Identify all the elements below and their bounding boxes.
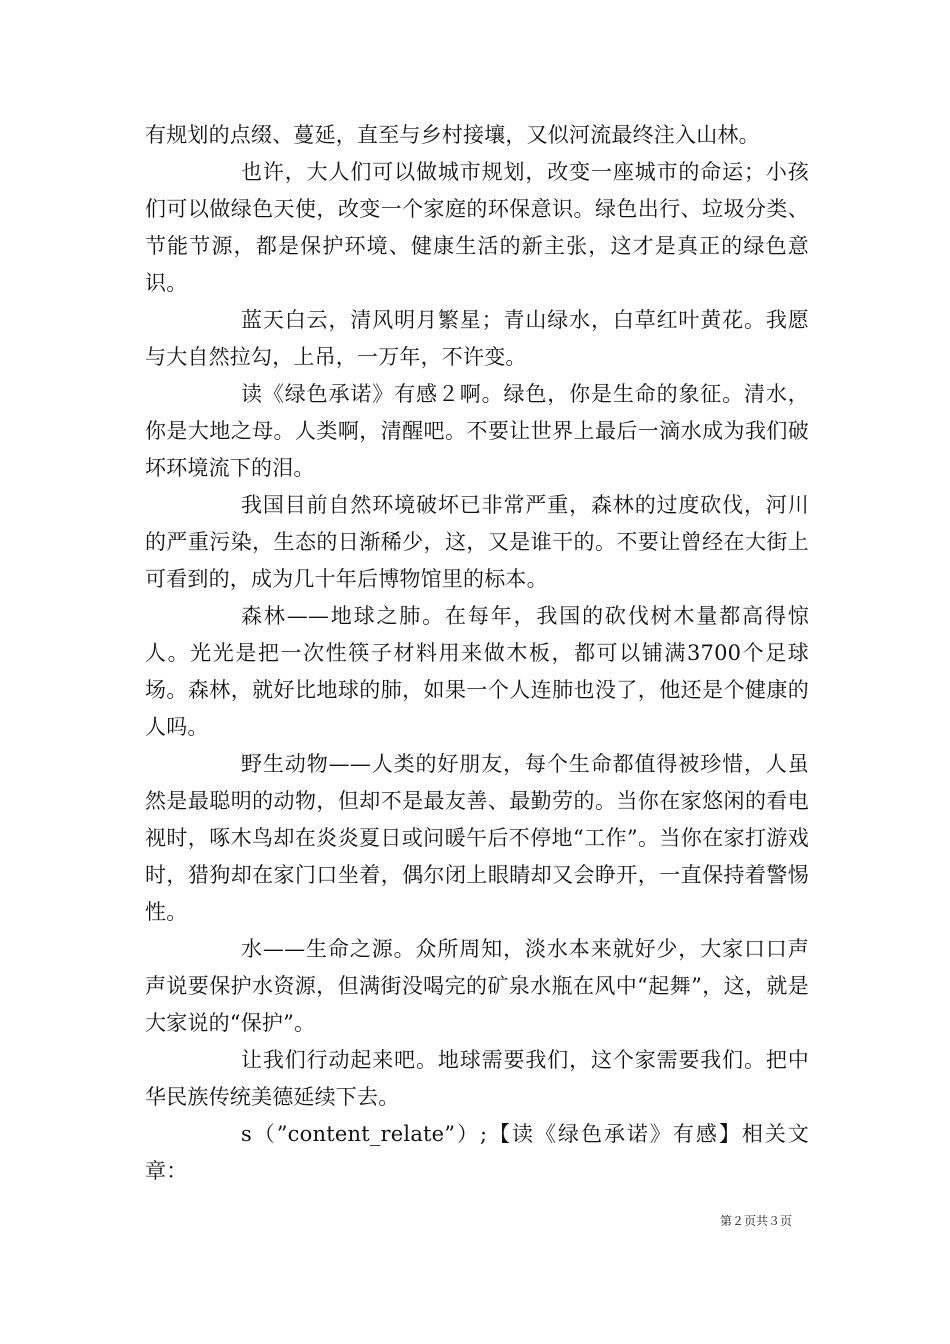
paragraph-blue-sky: 蓝天白云，清风明月繁星；青山绿水，白草红叶黄花。我愿与大自然拉勾，上吊，一万年，不许变。 — [145, 308, 809, 369]
paragraph-continued: 有规划的点缀、蔓延，直至与乡村接壤，又似河流最终注入山林。 — [145, 123, 760, 147]
paragraph-forest: 森林——地球之肺。在每年，我国的砍伐树木量都高得惊人。光光是把一次性筷子材料用来做木板，都可以铺满3700个足球场。森林，就好比地球的肺，如果一个人连肺也没了，他还是个健康的人吗。 — [145, 604, 809, 739]
paragraph-environment-damage: 我国目前自然环境破坏已非常严重，森林的过度砍伐，河川的严重污染，生态的日渐稀少，这，又是谁干的。不要让曾经在大街上可看到的，成为几十年后博物馆里的标本。 — [145, 493, 809, 591]
document-body — [145, 117, 809, 1190]
paragraph-green-angel: 也许，大人们可以做城市规划，改变一座城市的命运；小孩们可以做绿色天使，改变一个家庭的环保意识。绿色出行、垃圾分类、节能节源，都是保护环境、健康生活的新主张，这才是真正的绿色意识。 — [145, 160, 809, 295]
paragraph-related-articles: s（”content_relate”）;【读《绿色承诺》有感】相关文章： — [145, 1122, 809, 1183]
paragraph-water: 水——生命之源。众所周知，淡水本来就好少，大家口口声声说要保护水资源，但满街没喝完的矿泉水瓶在风中“起舞”，这，就是大家说的“保护”。 — [145, 937, 809, 1035]
paragraph-green-promise: 读《绿色承诺》有感２啊。绿色，你是生命的象征。清水，你是大地之母。人类啊，清醒吧。不要让世界上最后一滴水成为我们破坏环境流下的泪。 — [145, 382, 809, 480]
paragraph-call-to-action: 让我们行动起来吧。地球需要我们，这个家需要我们。把中华民族传统美德延续下去。 — [145, 1048, 809, 1109]
page-indicator: 第２页共３页 — [720, 1214, 793, 1228]
paragraph-wildlife: 野生动物——人类的好朋友，每个生命都值得被珍惜，人虽然是最聪明的动物，但却不是最友善、最勤劳的。当你在家悠闲的看电视时，啄木鸟却在炎炎夏日或问暖午后不停地“工作”。当你在家打游戏时，猎狗却在家门口坐着，偶尔闭上眼睛却又会睁开，一直保持着警惕性。 — [145, 752, 809, 924]
